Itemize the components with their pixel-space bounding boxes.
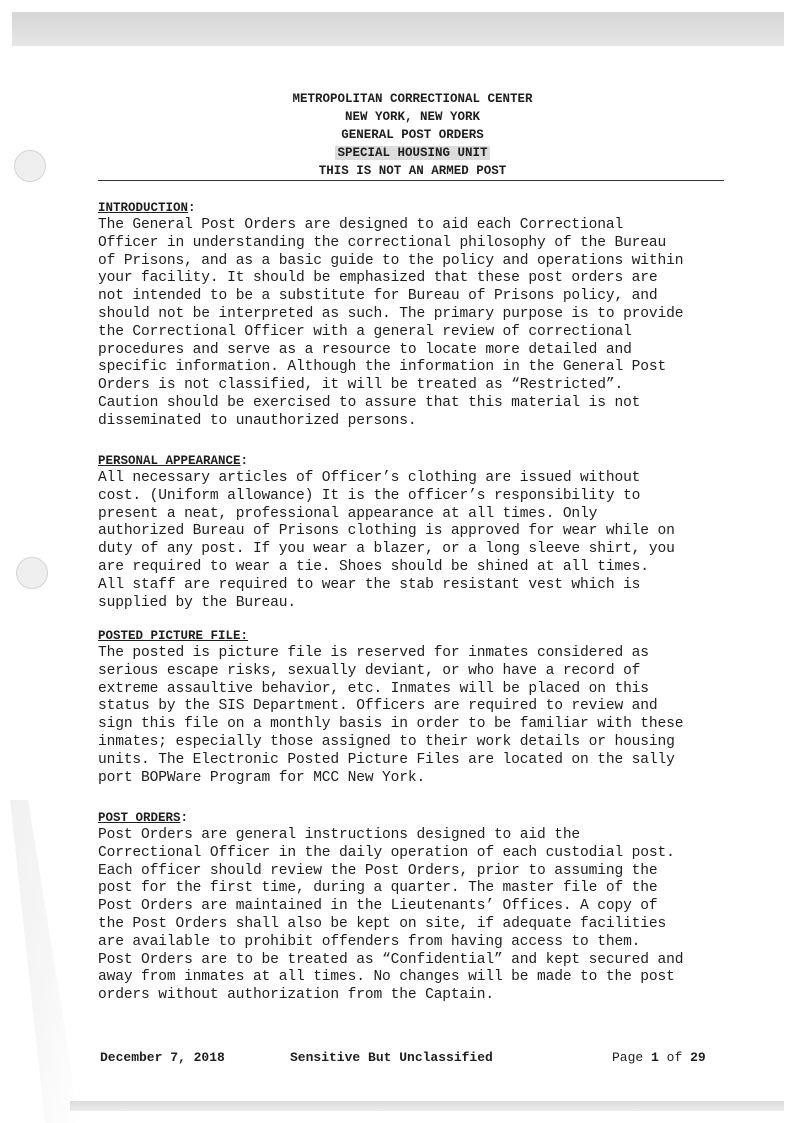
- footer-page-number: [612, 1049, 706, 1067]
- header-location: NEW YORK, NEW YORK: [344, 110, 481, 124]
- header-rule: [98, 180, 724, 181]
- section-body: The General Post Orders are designed to aid each Correctional Officer in understanding the correctional philosophy of the Bureau of Prisons, and as a basic guide to the policy and operations within your facility. It should be emphasized that these post orders are not intended to be a substitute for Bureau of Prisons policy, and should not be interpreted as such. The primary purpose is to provide the Correctional Officer with a general review of correctional procedures and serve as a resource to locate more detailed and specific information. Although the information in the General Post Orders is not classified, it will be treated as “Restricted”. Caution should be exercised to assure that this material is not disseminated to unauthorized persons.: [98, 217, 684, 429]
- header-post-status: THIS IS NOT AN ARMED POST: [318, 164, 507, 178]
- punch-hole-middle: [16, 557, 48, 589]
- section-body: All necessary articles of Officer’s clothing are issued without cost. (Uniform allowance) It is the officer’s responsibility to present a neat, professional appearance at all times. Only authorized Bureau of Prisons clothing is approved for wear while on duty of any post. If you wear a blazer, or a long sleeve shirt, you are required to wear a tie. Shoes should be shined at all times. All staff are required to wear the stab resistant vest which is supplied by the Bureau.: [98, 470, 675, 611]
- section-title-colon: :: [180, 811, 189, 825]
- header-facility: METROPOLITAN CORRECTIONAL CENTER: [292, 92, 533, 106]
- section-title: [98, 809, 758, 827]
- punch-hole-top: [14, 150, 46, 182]
- section-personal-appearance: [98, 452, 758, 612]
- section-posted-picture-file: [98, 627, 758, 787]
- footer-date: December 7, 2018: [100, 1050, 225, 1065]
- header-doc-type: GENERAL POST ORDERS: [341, 128, 484, 142]
- footer-page-prefix: Page: [612, 1050, 644, 1065]
- section-body: The posted is picture file is reserved for inmates considered as serious escape risks, sexually deviant, or who have a record of extreme assaultive behavior, etc. Inmates will be placed on this status by the SIS Department. Officers are required to review and sign this file on a monthly basis in order to be familiar with these inmates; especially those assigned to their work details or housing units. The Electronic Posted Picture Files are located on the sally port BOPWare Program for MCC New York.: [98, 645, 684, 786]
- section-title: [98, 452, 758, 470]
- section-title-text: POSTED PICTURE FILE:: [98, 629, 249, 643]
- section-body: Post Orders are general instructions designed to aid the Correctional Officer in the daily operation of each custodial post. Each officer should review the Post Orders, prior to assuming the post for the first time, during a quarter. The master file of the Post Orders are maintained in the Lieutenants’ Offices. A copy of the Post Orders shall also be kept on site, if adequate facilities are available to prohibit offenders from having access to them. Post Orders are to be treated as “Confidential” and kept secured and away from inmates at all times. No changes will be made to the post orders without authorization from the Captain.: [98, 827, 684, 1004]
- section-introduction: [98, 199, 758, 431]
- footer-classification: Sensitive But Unclassified: [290, 1050, 493, 1065]
- header-unit-text: SPECIAL HOUSING UNIT: [337, 146, 488, 160]
- section-title-colon: :: [188, 201, 196, 215]
- scan-bottom-edge: [70, 1101, 784, 1111]
- section-post-orders: [98, 809, 758, 1005]
- section-title: [98, 199, 758, 217]
- section-title-colon: :: [240, 454, 249, 468]
- scan-top-edge: [12, 12, 784, 46]
- footer-page-current: 1: [651, 1050, 659, 1065]
- footer-page-of: of: [666, 1050, 683, 1065]
- section-title-text: INTRODUCTION: [98, 201, 189, 215]
- header-unit: [100, 144, 725, 162]
- section-title-text: POST ORDERS: [98, 811, 181, 825]
- document-header: [100, 90, 725, 180]
- footer-page-total: 29: [690, 1050, 706, 1065]
- section-title: [98, 627, 758, 645]
- scan-page-shadow: [0, 800, 80, 1123]
- section-title-text: PERSONAL APPEARANCE: [98, 454, 241, 468]
